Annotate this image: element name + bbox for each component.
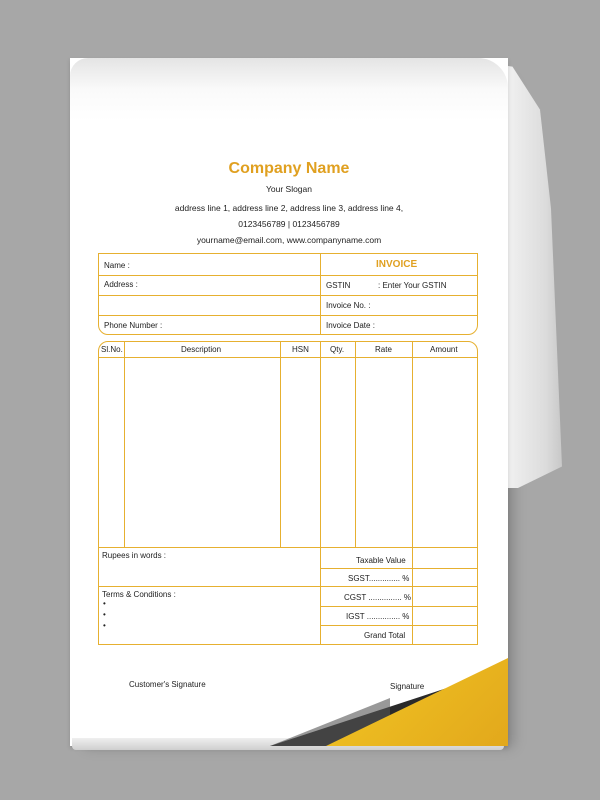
address-label: Address : (104, 280, 138, 289)
terms-bullet: • (103, 621, 106, 630)
customer-signature-label: Customer's Signature (129, 680, 206, 689)
company-contact: yourname@email.com, www.companyname.com (196, 235, 382, 245)
company-address: address line 1, address line 2, address line 3, address line 4, (174, 203, 404, 213)
sgst-label: SGST.............. % (348, 574, 410, 583)
taxable-value-label: Taxable Value (356, 556, 406, 565)
col-qty: Qty. (330, 345, 345, 354)
items-table (98, 341, 478, 548)
col-description: Description (181, 345, 222, 354)
info-divider (320, 253, 321, 335)
col-amount: Amount (430, 345, 458, 354)
invoice-title: INVOICE (376, 259, 418, 270)
terms-label: Terms & Conditions : (102, 590, 176, 599)
col-hsn: HSN (292, 345, 309, 354)
terms-bullet: • (103, 610, 106, 619)
invoice-date-label: Invoice Date : (326, 321, 375, 330)
invoice-document (70, 58, 508, 746)
name-label: Name : (104, 261, 130, 270)
col-rate: Rate (375, 345, 392, 354)
phone-label: Phone Number : (104, 321, 163, 330)
company-name: Company Name (228, 160, 350, 177)
company-slogan: Your Slogan (265, 184, 312, 194)
invoice-no-label: Invoice No. : (326, 301, 371, 310)
gstin-label: GSTIN (326, 281, 351, 290)
gstin-value: : Enter Your GSTIN (378, 281, 447, 290)
rupees-in-words-label: Rupees in words : (102, 551, 167, 560)
signature-label: Signature (390, 682, 425, 691)
igst-label: IGST ............... % (346, 612, 410, 621)
cgst-label: CGST ............... % (344, 593, 411, 602)
grand-total-label: Grand Total (364, 631, 406, 640)
company-phones: 0123456789 | 0123456789 (238, 219, 340, 229)
terms-bullet: • (103, 599, 106, 608)
col-slno: Sl.No. (101, 345, 123, 354)
